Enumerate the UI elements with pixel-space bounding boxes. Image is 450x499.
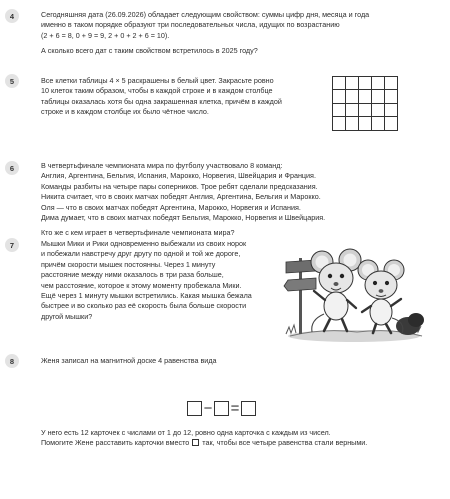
text-line: У него есть 12 карточек с числами от 1 до 12, ровно одна карточка с каждым из чисел. xyxy=(41,428,331,437)
grid-cell[interactable] xyxy=(346,103,359,116)
problem-text xyxy=(41,356,217,366)
grid-cell[interactable] xyxy=(333,117,346,130)
text-line: Ещё через 1 минуту мышки встретились. Какая мышка бежала xyxy=(41,291,252,301)
grid-cell[interactable] xyxy=(333,90,346,103)
text-line: расстояние между ними оказалось в три раза больше, xyxy=(41,270,224,280)
grid-cell[interactable] xyxy=(359,103,372,116)
grid-row xyxy=(333,117,398,130)
text-line xyxy=(41,438,367,448)
text-line: Мышки Мики и Рики одновременно выбежали из своих норок xyxy=(41,239,247,248)
grid-cell[interactable] xyxy=(385,77,398,90)
text-line: Команды разбиты на четыре пары соперников. Трое ребят сделали предсказания. xyxy=(41,181,318,191)
equation-template xyxy=(187,401,256,416)
grid-cell[interactable] xyxy=(372,90,385,103)
problem-text xyxy=(41,76,282,118)
grid-cell[interactable] xyxy=(333,103,346,116)
question-line: Кто же с кем играет в четвертьфинале чемпионата мира? xyxy=(41,228,235,238)
grid-cell[interactable] xyxy=(346,77,359,90)
text-line: строке и в каждом столбце их было чётное число. xyxy=(41,107,209,117)
minus-sign: − xyxy=(203,400,213,417)
bush-icon xyxy=(396,313,424,335)
text-line: быстрее и во сколько раз её скорость была больше скорости xyxy=(41,301,247,311)
text-line: и побежали навстречу друг другу по одной и той же дороге, xyxy=(41,249,241,259)
card-slot-box[interactable] xyxy=(214,401,229,416)
grid-row xyxy=(333,103,398,116)
grid-cell[interactable] xyxy=(359,77,372,90)
text-line: В четвертьфинале чемпионата мира по футболу участвовало 8 команд: xyxy=(41,161,283,170)
grid-cell[interactable] xyxy=(385,117,398,130)
grid-cell[interactable] xyxy=(372,117,385,130)
card-slot-box[interactable] xyxy=(187,401,202,416)
text-line: 10 клеток таким образом, чтобы в каждой строке и в каждом столбце xyxy=(41,86,273,96)
grid-cell[interactable] xyxy=(333,77,346,90)
text-line: причём скорости мышек постоянны. Через 1 минуту xyxy=(41,259,216,269)
text-fragment: так, чтобы все четыре равенства стали верными. xyxy=(202,438,368,448)
mouse-miki-icon xyxy=(311,249,361,332)
text-line: другой мышки? xyxy=(41,311,93,321)
text-line: Оля — что в своих матчах победят Аргентина, Марокко, Норвегия и Испания. xyxy=(41,202,301,212)
grid-row xyxy=(333,90,398,103)
inline-card-box xyxy=(192,439,199,446)
text-line: чем расстояние, которое к этому моменту пробежала Мики. xyxy=(41,280,242,290)
grid-row xyxy=(333,77,398,90)
table-4x5-grid[interactable] xyxy=(332,76,398,131)
grid-cell[interactable] xyxy=(372,103,385,116)
text-line: Дима думает, что в своих матчах победят Бельгия, Марокко, Норвегия и Швейцария. xyxy=(41,213,326,223)
text-line: Никита считает, что в своих матчах победят Англия, Аргентина, Бельгия и Марокко. xyxy=(41,192,321,202)
grid-cell[interactable] xyxy=(346,117,359,130)
grass-left-icon xyxy=(286,325,296,334)
equals-sign: = xyxy=(230,400,240,417)
problem-text xyxy=(41,239,252,322)
problem-text xyxy=(41,10,369,57)
problem-number: 6 xyxy=(5,161,19,175)
text-line: именно в таком порядке образуют три последовательных числа, идущих по возрастанию xyxy=(41,20,340,30)
problem-number: 5 xyxy=(5,74,19,88)
problem-number: 7 xyxy=(5,238,19,252)
problem-text xyxy=(41,161,325,239)
grid-cell[interactable] xyxy=(346,90,359,103)
text-line: (2 + 6 = 8, 0 + 9 = 9, 2 + 0 + 2 + 6 = 10). xyxy=(41,30,170,40)
text-line: Сегодняшняя дата (26.09.2026) обладает следующим свойством: суммы цифр дня, месяца и года xyxy=(41,10,370,19)
card-slot-box[interactable] xyxy=(241,401,256,416)
text-line: Все клетки таблицы 4 × 5 раскрашены в белый цвет. Закрасьте ровно xyxy=(41,76,274,85)
grid-cell[interactable] xyxy=(372,77,385,90)
grid-cell[interactable] xyxy=(359,90,372,103)
grid-cell[interactable] xyxy=(385,90,398,103)
problem-text-after xyxy=(41,428,367,449)
problem-number: 4 xyxy=(5,9,19,23)
text-line: Англия, Аргентина, Бельгия, Испания, Марокко, Норвегия, Швейцария и Франция. xyxy=(41,171,316,181)
grid-cell[interactable] xyxy=(385,103,398,116)
text-line: Женя записал на магнитной доске 4 равенства вида xyxy=(41,356,217,365)
mice-illustration xyxy=(282,240,432,345)
text-fragment: Помогите Жене расставить карточки вместо xyxy=(41,438,190,448)
grid-cell[interactable] xyxy=(359,117,372,130)
text-line: таблицы оказалась хотя бы одна закрашенная клетка, причём в каждой xyxy=(41,96,282,106)
problem-number: 8 xyxy=(5,354,19,368)
question-line: А сколько всего дат с таким свойством встретилось в 2025 году? xyxy=(41,46,258,56)
